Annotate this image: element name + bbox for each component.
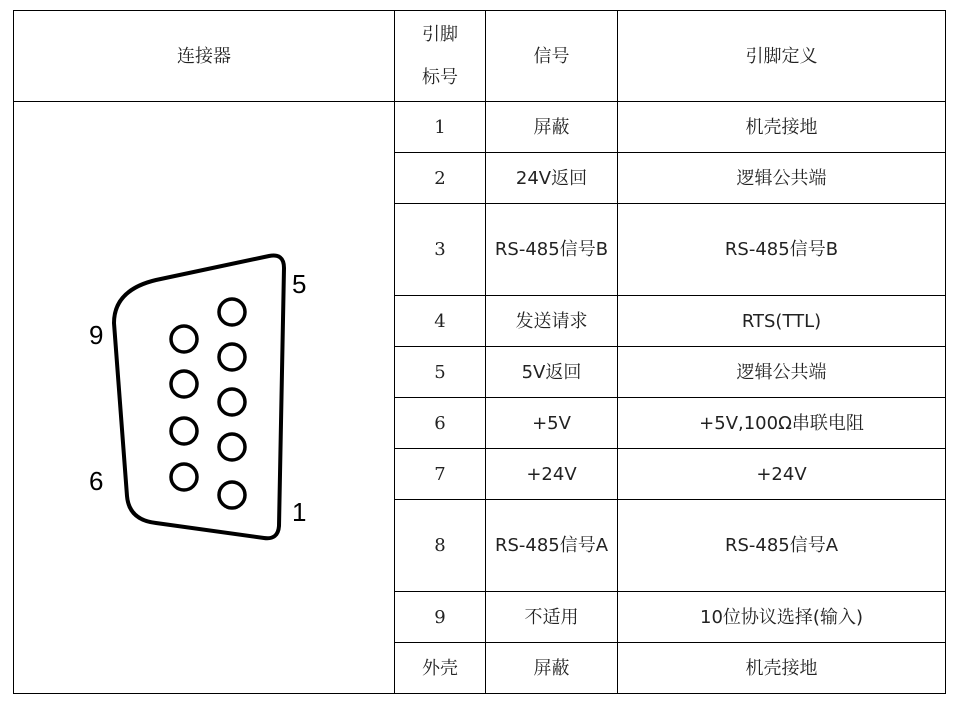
signal-cell: 发送请求 [486, 296, 618, 347]
pin-6-circle [171, 464, 197, 490]
definition-cell: 逻辑公共端 [618, 153, 946, 204]
definition-cell: 机壳接地 [618, 102, 946, 153]
pin-cell: 3 [395, 204, 486, 296]
definition-cell: RTS(TTL) [618, 296, 946, 347]
header-signal: 信号 [486, 11, 618, 102]
db9-connector-diagram [64, 238, 344, 558]
pin-cell: 7 [395, 449, 486, 500]
header-pin-number [395, 11, 486, 102]
header-connector: 连接器 [14, 11, 395, 102]
pin-cell: 6 [395, 398, 486, 449]
connector-label-1: 1 [292, 496, 307, 527]
signal-cell: 屏蔽 [486, 643, 618, 694]
signal-cell: RS-485信号A [486, 500, 618, 592]
connector-label-6: 6 [89, 465, 104, 496]
connector-shell-outline [114, 255, 284, 538]
pin-cell: 4 [395, 296, 486, 347]
pin-5-circle [219, 299, 245, 325]
header-row [14, 11, 946, 102]
connector-label-9: 9 [89, 319, 104, 350]
pin-cell: 1 [395, 102, 486, 153]
definition-cell: 10位协议选择(输入) [618, 592, 946, 643]
signal-cell: +5V [486, 398, 618, 449]
pin-9-circle [171, 326, 197, 352]
definition-cell: +5V,100Ω串联电阻 [618, 398, 946, 449]
definition-cell: 逻辑公共端 [618, 347, 946, 398]
header-pin-number-line2: 标号 [422, 67, 458, 88]
pin-cell: 外壳 [395, 643, 486, 694]
definition-cell: RS-485信号B [618, 204, 946, 296]
definition-cell: 机壳接地 [618, 643, 946, 694]
pin-cell: 2 [395, 153, 486, 204]
signal-cell: 不适用 [486, 592, 618, 643]
signal-cell: 24V返回 [486, 153, 618, 204]
definition-cell: +24V [618, 449, 946, 500]
pin-7-circle [171, 418, 197, 444]
pin-cell: 8 [395, 500, 486, 592]
pin-1-circle [219, 482, 245, 508]
connector-label-5: 5 [292, 268, 307, 299]
pinout-table [13, 10, 946, 694]
connector-diagram-cell [14, 102, 395, 694]
table-row [14, 102, 946, 153]
pin-cell: 5 [395, 347, 486, 398]
signal-cell: +24V [486, 449, 618, 500]
pin-3-circle [219, 389, 245, 415]
header-definition: 引脚定义 [618, 11, 946, 102]
pin-2-circle [219, 434, 245, 460]
definition-cell: RS-485信号A [618, 500, 946, 592]
pin-cell: 9 [395, 592, 486, 643]
pin-4-circle [219, 344, 245, 370]
pin-8-circle [171, 371, 197, 397]
signal-cell: RS-485信号B [486, 204, 618, 296]
signal-cell: 屏蔽 [486, 102, 618, 153]
signal-cell: 5V返回 [486, 347, 618, 398]
header-pin-number-line1: 引脚 [422, 24, 458, 45]
